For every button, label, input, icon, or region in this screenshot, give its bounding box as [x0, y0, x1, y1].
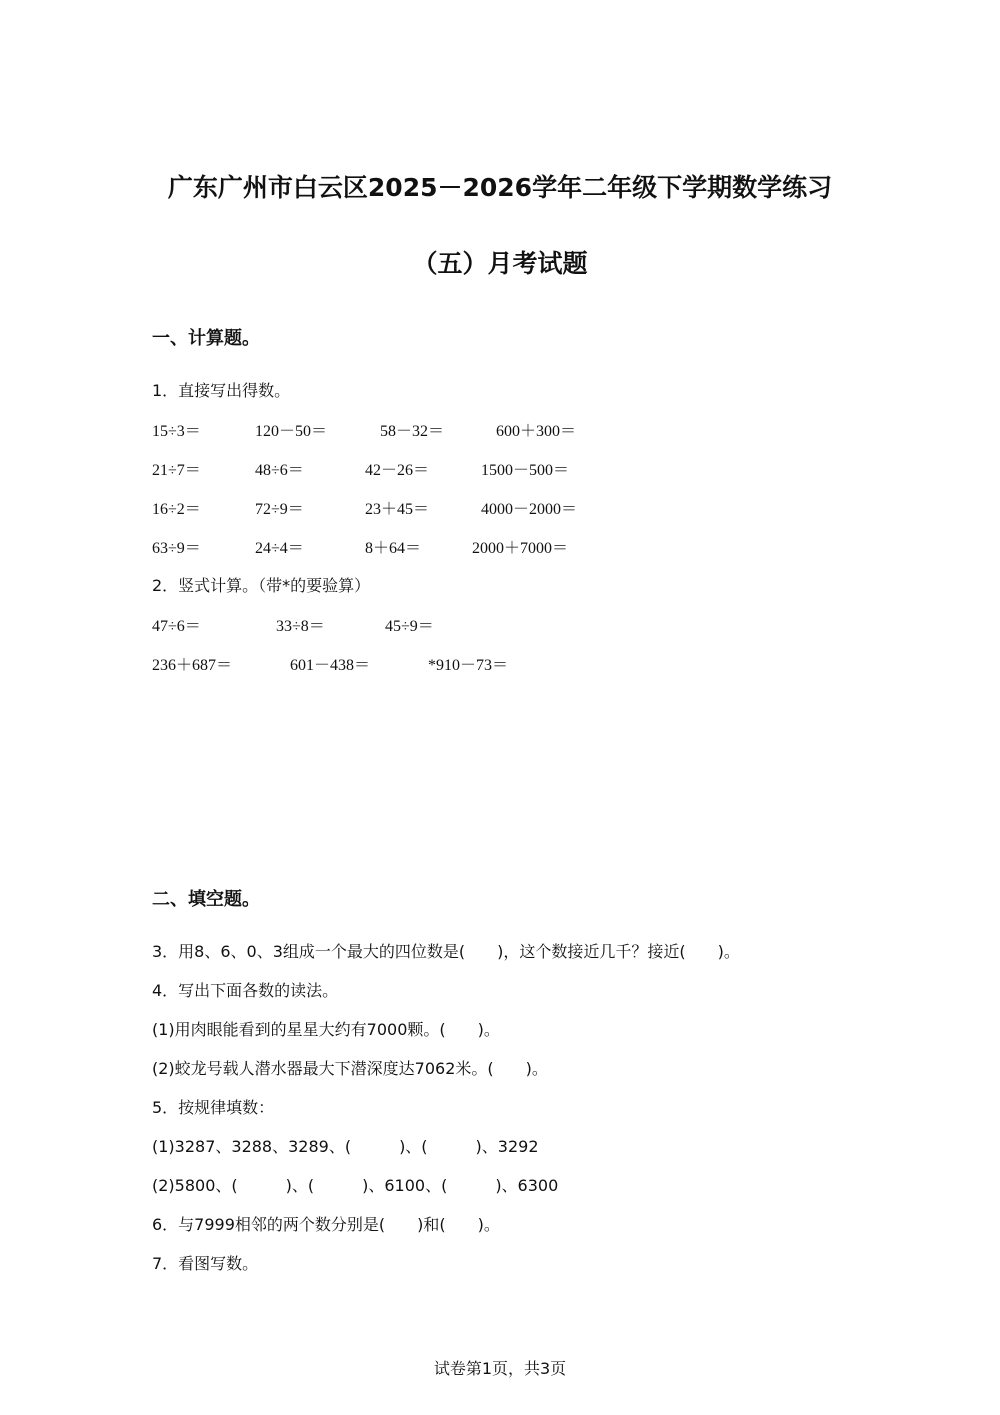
- q1-expression: 24÷4＝: [255, 540, 304, 557]
- question-4-2: (2)蛟龙号载人潜水器最大下潜深度达7062米。( )。: [152, 1059, 548, 1078]
- q2-expression: 236＋687＝: [152, 657, 233, 674]
- q1-expression: 600＋300＝: [496, 423, 577, 440]
- page-footer: 试卷第1页，共3页: [433, 1359, 567, 1378]
- q2-expression: 47÷6＝: [152, 618, 201, 635]
- question-6: 6．与7999相邻的两个数分别是( )和( )。: [152, 1215, 500, 1234]
- q1-expression: 15÷3＝: [152, 423, 201, 440]
- section-heading-fill-blank: 二、填空题。: [152, 889, 260, 910]
- q1-expression: 72÷9＝: [255, 501, 304, 518]
- question-4-label: 4．写出下面各数的读法。: [152, 981, 339, 1000]
- section-heading-calculation: 一、计算题。: [152, 328, 260, 349]
- question-4-1: (1)用肉眼能看到的星星大约有7000颗。( )。: [152, 1020, 500, 1039]
- q2-expression: 45÷9＝: [385, 618, 434, 635]
- q1-expression: 8＋64＝: [365, 540, 422, 557]
- exam-title-line1: 广东广州市白云区2025－2026学年二年级下学期数学练习: [167, 173, 833, 202]
- q1-expression: 63÷9＝: [152, 540, 201, 557]
- exam-title-line2: （五）月考试题: [412, 249, 588, 278]
- q1-expression: 48÷6＝: [255, 462, 304, 479]
- q1-expression: 42－26＝: [365, 462, 430, 479]
- q1-expression: 4000－2000＝: [481, 501, 578, 518]
- q1-expression: 21÷7＝: [152, 462, 201, 479]
- q1-expression: 58－32＝: [380, 423, 445, 440]
- q1-expression: 16÷2＝: [152, 501, 201, 518]
- question-5-1: (1)3287、3288、3289、( )、( )、3292: [152, 1137, 539, 1156]
- question-2-label: 2．竖式计算。（带*的要验算）: [152, 576, 371, 595]
- q1-expression: 120－50＝: [255, 423, 328, 440]
- question-5-2: (2)5800、( )、( )、6100、( )、6300: [152, 1176, 559, 1195]
- q2-expression: 601－438＝: [290, 657, 371, 674]
- question-7-label: 7．看图写数。: [152, 1254, 259, 1273]
- question-3: 3．用8、6、0、3组成一个最大的四位数是( )，这个数接近几千？接近( )。: [152, 942, 740, 961]
- q1-expression: 1500－500＝: [481, 462, 570, 479]
- q2-expression: 33÷8＝: [276, 618, 325, 635]
- q2-expression: *910－73＝: [428, 657, 509, 674]
- q1-expression: 23＋45＝: [365, 501, 430, 518]
- question-1-label: 1．直接写出得数。: [152, 381, 291, 400]
- q1-expression: 2000＋7000＝: [472, 540, 569, 557]
- question-5-label: 5．按规律填数：: [152, 1098, 275, 1117]
